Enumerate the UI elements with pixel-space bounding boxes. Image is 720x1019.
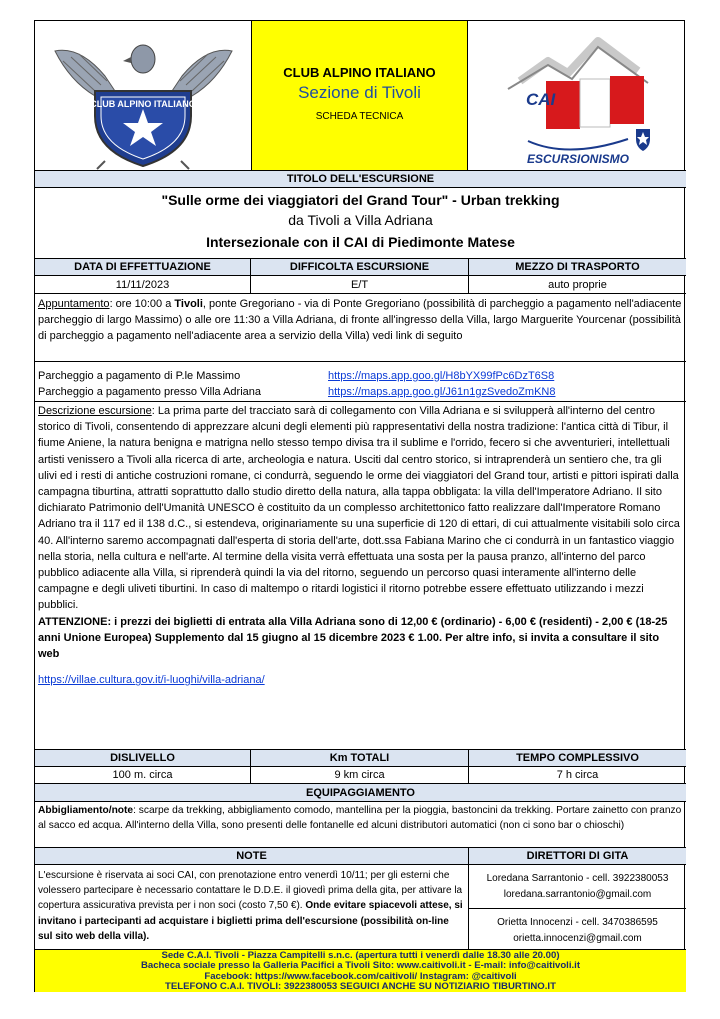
header-title-cell [252, 21, 468, 171]
section-name: Sezione di Tivoli [298, 83, 421, 102]
villa-website-link[interactable]: https://villae.cultura.gov.it/i-luoghi/villa-adriana/ [38, 674, 265, 687]
excursion-title: "Sulle orme dei viaggiatori del Grand Tour" - Urban trekking [161, 192, 560, 208]
director-email: orietta.innocenzi@gmail.com [513, 933, 642, 944]
club-name: CLUB ALPINO ITALIANO [283, 65, 436, 80]
time-label: TEMPO COMPLESSIVO [469, 750, 686, 767]
price-warning: ATTENZIONE: i prezzi dei biglietti di entrata alla Villa Adriana sono di 12,00 € (ordinario) - 6,00 € (residenti) - 2,00 € (18-25 anni Unione Europea) Supplemento dal 15 giugno al 15 dicembre 2023 € 1.00. Per altre info, si invita a consultare il sito web [38, 615, 668, 661]
escursionismo-logo-cell [468, 21, 686, 171]
elevation-value: 100 m. circa [35, 767, 251, 784]
parking-link[interactable]: https://maps.app.goo.gl/H8bYX99fPc6DzT6S8 [328, 370, 555, 382]
appointment-text-a: : ore 10:00 a [109, 298, 175, 310]
cai-eagle-logo-text: CLUB ALPINO ITALIANO [90, 99, 196, 109]
equipment-block [35, 802, 686, 848]
parking-row [38, 384, 683, 400]
escursionismo-text: ESCURSIONISMO [526, 152, 630, 166]
cai-escursionismo-logo [468, 21, 686, 171]
notes-text: L'escursione è riservata ai soci CAI, con prenotazione entro venerdì 10/11; per gli esterni che volessero partecipare è necessario contattare le D.D.E. il giovedì prima della gita, per attivare la copertura assicurativa prevista per i non soci (costo 7,50 €). [38, 870, 463, 912]
cai-emblem-cell [35, 21, 252, 171]
footer-line-2: Bacheca sociale presso la Galleria Pacifici a Tivoli Sito: www.caitivoli.it - E-mail: info@caitivoli.it [140, 960, 581, 972]
description-body: : La prima parte del tracciato sarà di collegamento con Villa Adriana e si svilupperà all'interno del centro storico di Tivoli, consentendo di apprezzare alcuni degli elementi più rappresentativi della nostra tradizione: l'antica città di Tibur, il fiume Aniene, la natura benigna e matrigna nello stesso tempo divisa tra il sublime e l'orrido, fecero si che avventurieri, intellettuali artisti venissero a Tivoli alla ricerca di arte, archeologia e natura. Usciti dal centro storico, si intraprenderà un sentiero che, tra gli ulivi ed i resti di antiche costruzioni romane, ci condurrà, seguendo le orme dei viaggiatori del Grand tour, artisti e pittori ispirati dalla campagna tiburtina, attratti soprattutto dallo studio diretto della natura, alla tappa obbligata: la villa dell'Imperatore Adriano. Il sito dichiarato Patrimonio dell'Umanità UNESCO è costituito da un complesso architettonico fatto realizzare dall'Imperatore Romano Adriano tra il 117 ed il 138 d.C., si estendeva, originariamente su una superficie di 120 di ettari, di cui attualmente visitabili solo circa 40. All'interno saremo accompagnati dall'esperta di storia dell'arte, dott.ssa Fabiana Marino che ci condurrà in un fantastico viaggio nella storia, nella cultura e nell'arte. Al termine della visita verrà effettuata una sosta per la pausa pranzo, all'interno del parco pubblico adiacente alla Villa, si riprenderà quindi la via del ritorno, seguendo un percorso quasi interamente all'interno delle campagne e degli uliveti tiburtini. In caso di maltempo o ritardi logistici il ritorno potrebbe essere effettuato utilizzando i mezzi pubblici. [38, 405, 680, 612]
parking-link[interactable]: https://maps.app.goo.gl/J61n1gzSvedoZmKN8 [328, 386, 556, 398]
notes-heading: NOTE [35, 848, 469, 865]
director-name: Orietta Innocenzi - cell. 3470386595 [497, 917, 658, 928]
appointment-place: Tivoli [174, 298, 203, 310]
transport-value: auto proprie [469, 276, 686, 294]
parking-label: Parcheggio a pagamento presso Villa Adriana [38, 386, 262, 398]
equipment-label: Abbigliamento/note [38, 805, 134, 816]
excursion-title-heading: TITOLO DELL'ESCURSIONE [35, 171, 686, 188]
parking-block [35, 362, 686, 402]
technical-sheet [34, 20, 685, 992]
appointment-label: Appuntamento [38, 298, 110, 310]
equipment-text: : scarpe da trekking, abbigliamento comodo, mantellina per la pioggia, bastoncini da trekking. Portare zainetto con pranzo al sacco ed acqua. All'interno della Villa, sono presenti delle fontanelle ed alcuni distributori automatici (non ci sono bar o chioschi) [38, 805, 682, 831]
km-value: 9 km circa [251, 767, 469, 784]
time-value: 7 h circa [469, 767, 686, 784]
notes-bold-text: Onde evitare spiacevoli attese, si invitano i partecipanti ad acquistare i biglietti prima dell'escursione (possibilità on-line sul sito web della villa). [38, 900, 463, 942]
notes-block [35, 865, 469, 949]
parking-row [38, 368, 683, 384]
transport-label: MEZZO DI TRASPORTO [469, 259, 686, 276]
difficulty-label: DIFFICOLTA ESCURSIONE [251, 259, 469, 276]
description-label: Descrizione escursione [38, 405, 152, 417]
director-card [469, 865, 686, 909]
km-label: Km TOTALI [251, 750, 469, 767]
cai-mark: CAI [526, 90, 556, 109]
equipment-heading: EQUIPAGGIAMENTO [35, 784, 686, 802]
appointment-text-b: , ponte Gregoriano - via di Ponte Gregoriano (possibilità di parcheggio a pagamento nell'adiacente parcheggio di largo Massimo) o alle ore 11:30 a Villa Adriana, di fronte all'ingresso della Villa, largo Marguerite Yourcenar (possibilità di parcheggio a pagamento nell'adiacente area a servizio della Villa) vedi link di seguito [38, 298, 682, 343]
appointment-block [35, 294, 686, 362]
date-value: 11/11/2023 [35, 276, 251, 294]
description-text [38, 403, 683, 614]
difficulty-value: E/T [251, 276, 469, 294]
cai-eagle-logo [35, 21, 252, 171]
document-type: SCHEDA TECNICA [315, 111, 404, 122]
parking-label: Parcheggio a pagamento di P.le Massimo [38, 370, 241, 382]
description-block [35, 402, 686, 750]
excursion-subtitle: Intersezionale con il CAI di Piedimonte Matese [35, 230, 686, 259]
footer-line-1: Sede C.A.I. Tivoli - Piazza Campitelli s.n.c. (apertura tutti i venerdì dalle 18.30 alle 20.00) [161, 950, 560, 961]
excursion-route: da Tivoli a Villa Adriana [288, 212, 433, 228]
elevation-label: DISLIVELLO [35, 750, 251, 767]
date-label: DATA DI EFFETTUAZIONE [35, 259, 251, 276]
director-email: loredana.sarrantonio@gmail.com [503, 889, 652, 900]
director-name: Loredana Sarrantonio - cell. 3922380053 [486, 873, 669, 884]
footer-line-4: TELEFONO C.A.I. TIVOLI: 3922380053 SEGUICI ANCHE SU NOTIZIARIO TIBURTINO.IT [165, 981, 556, 993]
director-card [469, 909, 686, 949]
directors-heading: DIRETTORI DI GITA [469, 848, 686, 865]
footer-line-3: Facebook: https://www.facebook.com/caitivoli/ Instagram: @caitivoli [204, 970, 517, 982]
footer [35, 949, 686, 992]
